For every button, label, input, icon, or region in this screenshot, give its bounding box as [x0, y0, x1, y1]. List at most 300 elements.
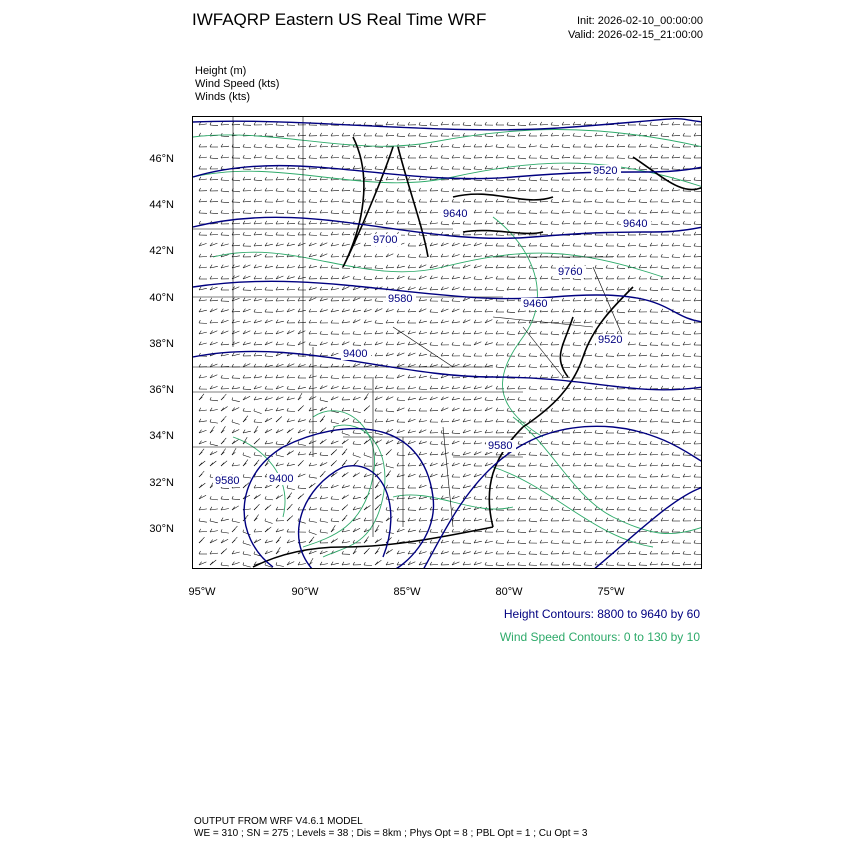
wind-barb: [199, 537, 205, 543]
wind-barb: [265, 386, 273, 389]
wind-barb: [529, 551, 537, 554]
wind-barb: [672, 199, 680, 202]
wind-barb: [617, 397, 625, 400]
wind-barb: [199, 144, 207, 147]
wind-barb: [298, 265, 306, 268]
wind-barb: [463, 331, 471, 334]
wind-barb: [375, 548, 380, 555]
wind-barb: [595, 188, 603, 192]
wind-barb: [199, 177, 207, 180]
wind-barb: [562, 463, 570, 466]
wind-barb: [606, 452, 614, 455]
wind-barb: [683, 177, 691, 180]
wind-barb: [243, 232, 251, 236]
wind-barb: [650, 122, 658, 126]
wind-barb: [331, 485, 339, 488]
wind-barb: [694, 551, 702, 555]
wind-barb: [628, 144, 636, 147]
wind-barb: [595, 199, 603, 202]
wind-barb: [562, 496, 570, 499]
wind-barb: [375, 144, 383, 147]
wind-barb: [694, 342, 702, 345]
wind-barb: [496, 353, 504, 356]
wind-barb: [628, 199, 636, 202]
wind-barb: [309, 463, 317, 466]
wind-barb: [650, 397, 658, 400]
wind-barb: [628, 276, 636, 279]
wind-barb: [661, 342, 669, 345]
wind-barb: [397, 551, 405, 554]
wind-barb: [507, 287, 515, 290]
wind-barb: [430, 419, 438, 422]
wind-barb: [683, 485, 691, 488]
wind-barb: [606, 210, 614, 214]
wind-barb: [375, 408, 383, 411]
wind-barb: [331, 276, 339, 279]
wind-barb: [441, 155, 449, 158]
time-info: [568, 14, 703, 42]
wind-barb: [353, 408, 361, 412]
wind-barb: [419, 408, 427, 411]
wind-barb: [650, 430, 658, 433]
wind-barb: [364, 375, 372, 378]
wind-barb: [441, 320, 449, 323]
wind-barb: [199, 254, 207, 257]
wind-barb: [298, 243, 306, 246]
wind-barb: [628, 419, 636, 422]
wind-barb: [210, 540, 217, 544]
wind-barb: [617, 210, 625, 213]
wind-barb: [683, 265, 691, 268]
wind-barb: [683, 166, 691, 169]
wind-barb: [298, 320, 306, 323]
wind-barb: [485, 364, 493, 367]
wind-barb: [628, 551, 636, 554]
wind-barb: [276, 331, 284, 334]
wind-barb: [342, 320, 350, 323]
wind-barb: [617, 309, 625, 313]
wind-barb: [243, 563, 251, 568]
wind-barb: [540, 452, 548, 455]
wind-barb: [386, 265, 394, 268]
wind-barb: [617, 375, 625, 378]
wind-barb: [419, 551, 427, 554]
wind-barb: [441, 540, 449, 543]
wind-barb: [617, 408, 625, 411]
wind-barb: [408, 342, 416, 345]
wind-barb: [474, 199, 482, 202]
wind-barb: [397, 463, 405, 466]
wind-barb: [254, 243, 262, 246]
wind-barb: [595, 353, 603, 357]
wind-barb: [441, 353, 449, 356]
wind-barb: [573, 210, 581, 213]
wind-barb: [254, 331, 262, 334]
wind-barb: [265, 199, 273, 202]
wind-barb: [287, 397, 295, 400]
field-wind-speed: Wind Speed (kts): [195, 78, 280, 90]
wind-barb: [485, 408, 492, 411]
wind-barb: [331, 155, 339, 158]
wind-barb: [628, 331, 636, 334]
wind-barb: [606, 265, 614, 268]
wind-barb: [562, 243, 570, 246]
wind-barb: [639, 122, 647, 125]
wind-barb: [595, 485, 603, 488]
wind-barb: [562, 430, 570, 433]
wind-barb: [584, 540, 592, 543]
wind-barb: [210, 461, 216, 466]
wind-barb: [650, 342, 658, 345]
wind-barb: [353, 166, 361, 169]
wind-barb: [540, 243, 548, 247]
wind-barb: [562, 287, 570, 290]
wind-barb: [243, 331, 250, 334]
wind-barb: [606, 144, 614, 147]
wind-barb: [694, 474, 702, 477]
wind-barb: [683, 474, 691, 477]
wind-barb: [683, 430, 691, 433]
wind-barb: [353, 309, 361, 312]
wind-barb: [243, 375, 251, 378]
wind-barb: [529, 133, 537, 136]
wind-barb: [309, 254, 317, 257]
wind-barb: [518, 144, 526, 148]
wind-barb: [309, 331, 317, 334]
wind-barb: [331, 309, 339, 312]
wind-barb: [342, 375, 350, 378]
wind-barb: [375, 276, 383, 279]
wind-barb: [639, 397, 647, 400]
wind-barb: [463, 342, 471, 345]
wind-barb: [298, 144, 306, 147]
wind-barb: [210, 441, 218, 445]
wind-barb: [595, 430, 603, 434]
wind-barb: [573, 342, 581, 345]
wind-barb: [463, 353, 471, 356]
wind-barb: [551, 507, 559, 510]
wind-barb: [320, 375, 328, 378]
wind-barb: [562, 177, 570, 180]
wind-barb: [650, 188, 658, 191]
height-contour: [193, 351, 702, 389]
wind-barb: [199, 309, 207, 312]
wind-barb: [320, 243, 327, 246]
wind-barb: [397, 375, 404, 378]
wind-barb: [430, 144, 438, 147]
wind-barb: [650, 452, 658, 455]
wind-barb: [496, 485, 504, 488]
wind-barb: [628, 320, 636, 324]
wind-barb: [331, 287, 339, 290]
wind-barb: [683, 243, 691, 247]
wind-barb: [463, 408, 471, 411]
wind-barb: [694, 397, 702, 400]
wind-barb: [320, 265, 328, 268]
wind-barb: [441, 430, 449, 434]
wind-barb: [287, 419, 295, 422]
wind-barb: [518, 540, 526, 544]
wind-barb: [661, 463, 669, 466]
wind-barb: [309, 232, 317, 235]
wind-barb: [287, 243, 295, 246]
wind-barb: [419, 441, 427, 444]
wind-barb: [628, 507, 636, 510]
wind-barb: [595, 133, 603, 136]
wind-barb: [639, 243, 647, 247]
wind-barb: [518, 562, 526, 565]
wind-barb: [441, 496, 449, 499]
wind-barb: [639, 276, 647, 279]
contour-label: 9460: [523, 298, 548, 310]
wind-barb: [474, 232, 482, 235]
wind-barb: [639, 155, 647, 158]
wind-barb: [320, 144, 328, 147]
wind-barb: [529, 474, 537, 477]
wind-barb: [474, 243, 482, 246]
wind-barb: [617, 452, 625, 455]
wind-barb: [364, 188, 372, 191]
wind-barb: [562, 397, 570, 401]
wind-barb: [529, 386, 537, 389]
wind-barb: [364, 537, 369, 544]
wind-barb: [353, 331, 361, 334]
wind-barb: [672, 342, 680, 345]
wind-barb: [485, 540, 493, 543]
wind-barb: [210, 331, 217, 334]
coastline: [453, 194, 553, 200]
wind-barb: [606, 419, 614, 423]
wind-barb: [309, 342, 317, 345]
wind-barb: [309, 155, 317, 158]
wind-barb: [386, 122, 394, 125]
wind-barb: [496, 232, 504, 235]
wind-barb: [342, 342, 349, 345]
wind-barb: [430, 199, 438, 202]
wind-barb: [232, 506, 239, 510]
wind-barb: [386, 449, 392, 455]
wind-barb: [683, 441, 691, 444]
wind-barb: [430, 551, 438, 554]
wind-barb: [309, 397, 316, 400]
wind-barb: [320, 188, 328, 191]
wind-barb: [298, 494, 304, 499]
wind-barb: [199, 298, 207, 301]
wind-barb: [584, 155, 592, 158]
wind-barb: [199, 210, 207, 213]
wind-barb: [540, 331, 548, 334]
wind-barb: [694, 430, 702, 433]
wind-barb: [639, 551, 647, 555]
wind-barb: [595, 463, 603, 466]
wind-barb: [474, 562, 482, 565]
wind-barb: [375, 525, 379, 532]
wind-barb: [320, 439, 327, 444]
wind-barb: [584, 386, 592, 389]
wind-barb: [463, 518, 471, 521]
wind-barb: [199, 265, 207, 268]
wind-barb: [540, 397, 548, 401]
wind-barb: [331, 144, 339, 147]
wind-barb: [342, 562, 350, 565]
wind-barb: [694, 331, 702, 334]
wind-barb: [551, 551, 559, 554]
wind-barb: [408, 441, 416, 444]
wind-barb: [419, 155, 427, 158]
wind-barb: [199, 342, 207, 345]
wind-barb: [617, 430, 625, 434]
wind-barb: [672, 507, 680, 510]
wind-barb: [551, 331, 559, 335]
wind-barb: [276, 529, 284, 532]
wind-barb: [573, 221, 581, 224]
wind-barb: [386, 199, 394, 202]
wind-barb: [595, 243, 603, 247]
wind-barb: [232, 420, 240, 425]
wind-barb: [210, 529, 218, 532]
wind-barb: [452, 430, 460, 434]
wind-barb: [540, 210, 548, 213]
wind-barb: [562, 419, 570, 423]
wind-barb: [584, 221, 592, 224]
wind-barb: [408, 133, 416, 136]
wind-barb: [672, 287, 680, 291]
wind-barb: [672, 551, 680, 554]
wind-barb: [463, 562, 471, 565]
wind-barb: [210, 144, 218, 147]
wind-barb: [529, 364, 537, 367]
wind-barb: [606, 133, 614, 136]
wind-barb: [298, 232, 306, 235]
wind-barb: [199, 483, 205, 488]
wind-barb: [408, 210, 416, 213]
wind-barb: [386, 419, 394, 422]
wind-barb: [683, 122, 691, 125]
wind-barb: [463, 397, 471, 400]
wind-barb: [397, 254, 405, 257]
wind-barb: [254, 188, 262, 191]
wind-barb: [254, 397, 262, 400]
wind-barb: [331, 254, 339, 257]
wind-barb: [441, 243, 449, 246]
wind-barb: [529, 188, 537, 191]
wind-barb: [386, 408, 394, 412]
wind-barb: [210, 419, 218, 423]
wind-barb: [661, 122, 669, 125]
wind-barb: [639, 353, 647, 356]
wind-barb: [518, 331, 526, 334]
wind-barb: [342, 418, 349, 422]
wind-barb: [430, 210, 438, 213]
wind-barb: [375, 265, 383, 269]
wind-barb: [496, 122, 504, 125]
wind-barb: [518, 210, 526, 213]
wind-barb: [320, 254, 327, 257]
wind-barb: [463, 419, 471, 422]
wind-barb: [342, 551, 350, 554]
wind-barb: [584, 166, 592, 169]
wind-barb: [562, 551, 570, 554]
wind-barb: [661, 397, 669, 400]
wind-barb: [364, 439, 370, 444]
wind-barb: [496, 397, 504, 400]
wind-barb: [243, 287, 251, 290]
wind-barb: [562, 122, 570, 125]
wind-barb: [496, 474, 504, 478]
wind-barb: [364, 463, 372, 466]
wind-barb: [551, 309, 559, 312]
wind-barb: [661, 386, 669, 389]
wind-barb: [419, 133, 427, 137]
wind-barb: [210, 298, 218, 301]
wind-barb: [485, 452, 492, 455]
wind-barb: [485, 353, 493, 356]
wind-barb: [507, 562, 515, 565]
wind-barb: [628, 342, 636, 345]
wind-barb: [375, 155, 383, 158]
wind-barb: [485, 463, 493, 466]
wind-barb: [342, 364, 350, 367]
wind-barb: [485, 221, 493, 224]
wind-barb: [584, 408, 592, 411]
wind-barb: [287, 309, 295, 312]
wind-barb: [595, 452, 603, 455]
wind-barb: [309, 537, 314, 543]
wind-barb: [287, 232, 295, 235]
wind-barb: [408, 122, 416, 125]
wind-barb: [430, 287, 438, 290]
wind-barb: [551, 320, 559, 323]
wind-barb: [265, 527, 271, 532]
wind-barb: [683, 232, 691, 235]
wind-barb: [364, 265, 372, 268]
wind-barb: [650, 287, 658, 291]
wind-barb: [276, 265, 284, 268]
wind-barb: [232, 375, 240, 378]
wind-barb: [309, 210, 317, 213]
wind-barb: [375, 254, 383, 257]
wind-barb: [408, 518, 416, 521]
wind-barb: [573, 507, 581, 510]
wind-barb: [584, 562, 592, 565]
wind-barb: [518, 166, 526, 169]
wind-barb: [276, 210, 284, 214]
wind-barb: [298, 393, 302, 400]
wind-barb: [276, 166, 284, 169]
wind-barb: [254, 364, 262, 367]
wind-barb: [254, 265, 262, 268]
wind-barb: [661, 430, 669, 433]
wind-barb: [287, 265, 295, 268]
wind-barb: [562, 441, 570, 445]
wind-barb: [430, 529, 438, 533]
wind-barb: [661, 452, 669, 455]
wind-speed-contour: [323, 425, 385, 557]
wind-barb: [353, 562, 361, 565]
wind-barb: [397, 419, 405, 422]
wind-barb: [243, 551, 251, 555]
wind-barb: [232, 537, 237, 543]
wind-barb: [265, 133, 273, 136]
wind-barb: [210, 507, 218, 510]
wind-barb: [452, 408, 460, 411]
wind-barb: [496, 551, 504, 554]
wind-barb: [298, 188, 306, 191]
wind-barb: [452, 485, 460, 488]
field-list: [195, 65, 279, 104]
wind-barb: [672, 518, 680, 521]
wind-barb: [320, 507, 328, 510]
